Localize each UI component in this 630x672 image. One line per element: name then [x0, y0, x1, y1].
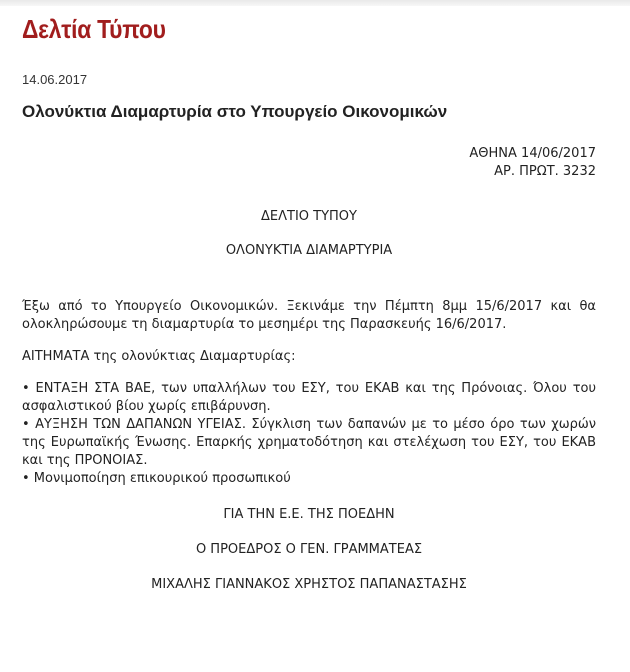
top-divider	[0, 0, 630, 6]
letter-doc-type: ΔΕΛΤΙΟ ΤΥΠΟΥ	[261, 209, 357, 224]
letter-intro-paragraph: Έξω από το Υπουργείο Οικονομικών. Ξεκινάμε την Πέμπτη 8μμ 15/6/2017 και θα ολοκληρώσουμε τη διαμαρτυρία το μεσημέρι της Παρασκευής 16/6/2017.	[22, 299, 596, 332]
list-item: • Μονιμοποίηση επικουρικού προσωπικού	[22, 471, 291, 486]
signoff-names: ΜΙΧΑΛΗΣ ΓΙΑΝΝΑΚΟΣ ΧΡΗΣΤΟΣ ΠΑΠΑΝΑΣΤΑΣΗΣ	[151, 577, 467, 592]
signoff-titles: Ο ΠΡΟΕΔΡΟΣ Ο ΓΕΝ. ΓΡΑΜΜΑΤΕΑΣ	[195, 542, 423, 557]
section-title: Δελτία Τύπου	[22, 14, 166, 44]
list-item: • ΕΝΤΑΞΗ ΣΤΑ ΒΑΕ, των υπαλλήλων του ΕΣΥ, του ΕΚΑΒ και της Πρόνοιας. Όλου του ασφαλιστικού βίου χωρίς επιβάρυνση.	[22, 381, 596, 414]
demands-list	[22, 380, 596, 488]
letter-subject: ΟΛΟΝΥΚΤΙΑ ΔΙΑΜΑΡΤΥΡΙΑ	[225, 243, 393, 258]
letter-protocol-number: ΑΡ. ΠΡΩΤ. 3232	[494, 164, 596, 179]
publish-date: 14.06.2017	[22, 72, 88, 87]
signoff-organization: ΓΙΑ ΤΗΝ Ε.Ε. ΤΗΣ ΠΟΕΔΗΝ	[223, 507, 395, 522]
demands-heading: ΑΙΤΗΜΑΤΑ της ολονύκτιας Διαμαρτυρίας:	[22, 349, 296, 364]
article-headline: Ολονύκτια Διαμαρτυρία στο Υπουργείο Οικονομικών	[22, 102, 448, 121]
article-body	[22, 145, 596, 594]
list-item: • ΑΥΞΗΣΗ ΤΩΝ ΔΑΠΑΝΩΝ ΥΓΕΙΑΣ. Σύγκλιση των δαπανών με το μέσο όρο των χωρών της Ευρωπαϊκής Ένωσης. Επαρκής χρηματοδότηση και στελέχωση του ΕΣΥ, του ΕΚΑΒ και της ΠΡΟΝΟΙΑΣ.	[22, 417, 596, 468]
letter-place-date: ΑΘΗΝΑ 14/06/2017	[469, 146, 596, 161]
